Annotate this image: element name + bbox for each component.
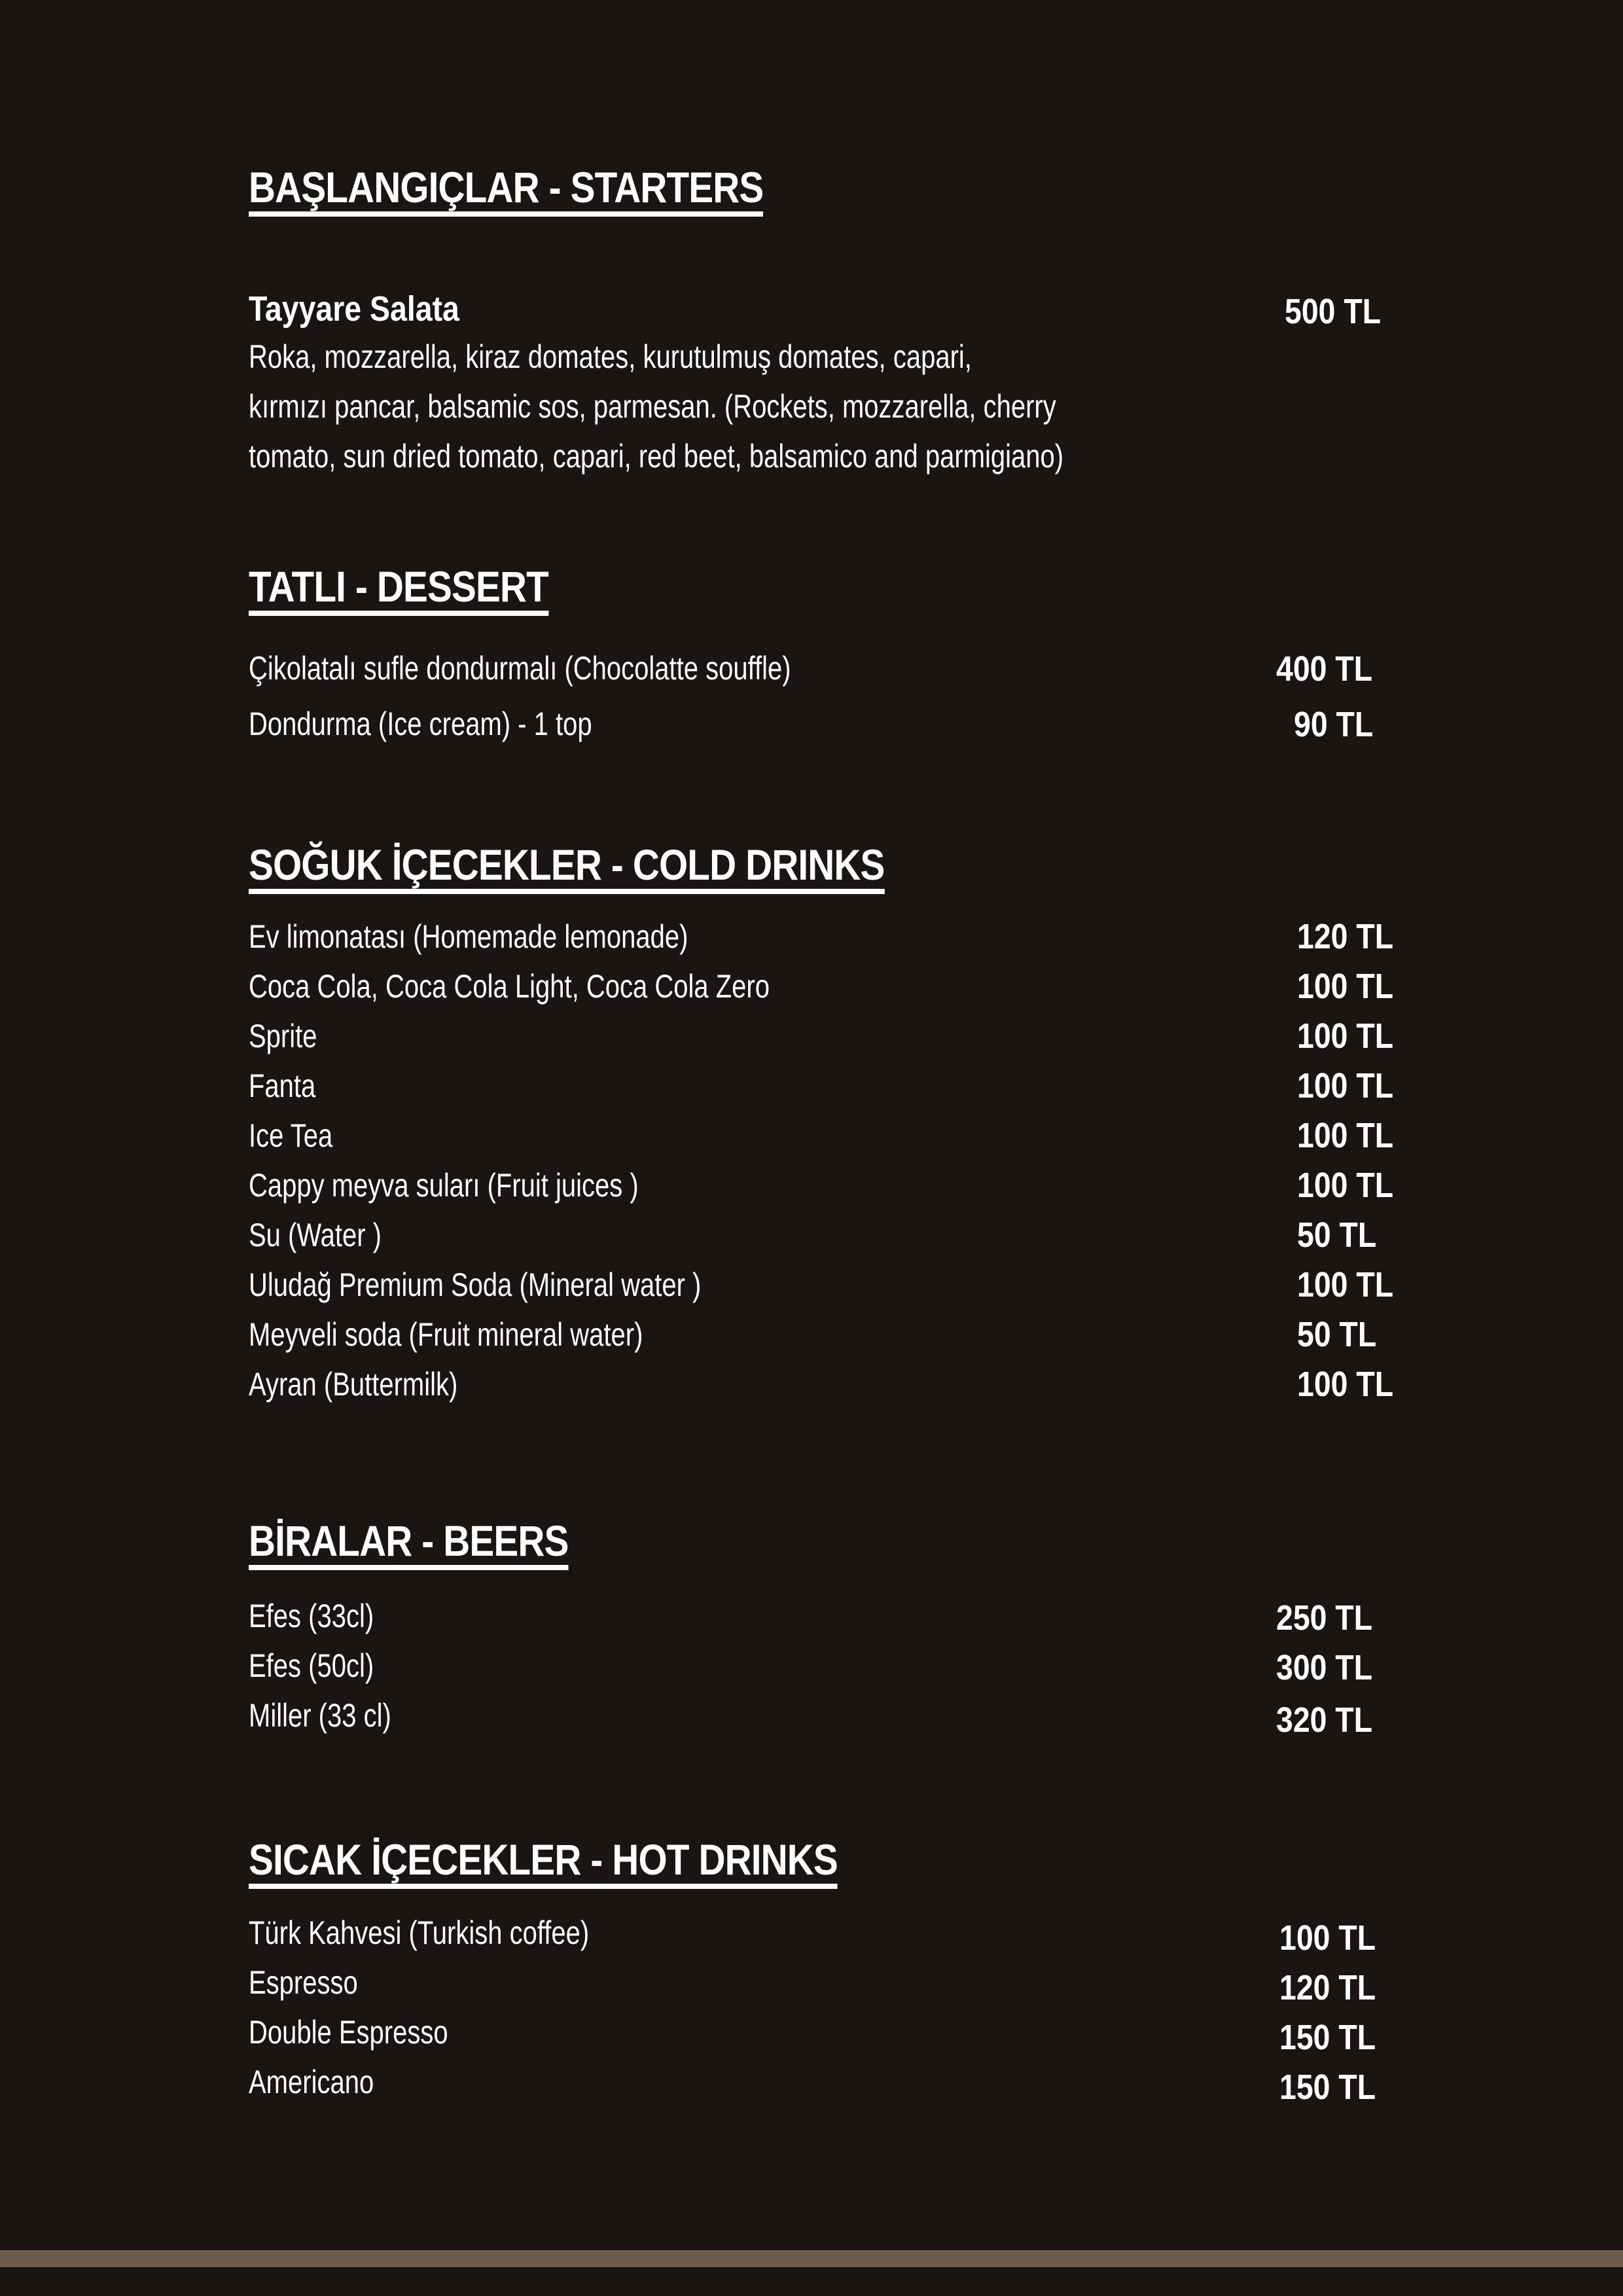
menu-item-name: Ev limonatası (Homemade lemonade) xyxy=(249,918,688,955)
menu-item-price: 100 TL xyxy=(1279,1918,1376,1958)
menu-item-name: Double Espresso xyxy=(249,2014,448,2051)
menu-item-price: 150 TL xyxy=(1279,2068,1376,2107)
section-heading-starters: BAŞLANGIÇLAR - STARTERS xyxy=(249,165,763,217)
menu-item-name: Çikolatalı sufle dondurmalı (Chocolatte souffle) xyxy=(249,650,791,687)
menu-item-name: Efes (33cl) xyxy=(249,1598,374,1634)
menu-item-price: 100 TL xyxy=(1297,1265,1394,1304)
menu-item-name: Tayyare Salata xyxy=(249,289,459,329)
menu-item-price: 100 TL xyxy=(1297,1166,1394,1205)
menu-item-price: 250 TL xyxy=(1276,1598,1373,1638)
menu-item-name: Coca Cola, Coca Cola Light, Coca Cola Zero xyxy=(249,968,770,1005)
menu-item-price: 150 TL xyxy=(1279,2018,1376,2057)
menu-item-name: Türk Kahvesi (Turkish coffee) xyxy=(249,1914,590,1951)
menu-item-price: 50 TL xyxy=(1297,1315,1377,1354)
menu-item-name: Ice Tea xyxy=(249,1117,333,1154)
menu-item-price: 100 TL xyxy=(1297,1365,1394,1404)
menu-item-price: 120 TL xyxy=(1279,1968,1376,2007)
menu-item-name: Meyveli soda (Fruit mineral water) xyxy=(249,1316,643,1353)
menu-item-name: Su (Water ) xyxy=(249,1217,382,1253)
menu-item-description xyxy=(249,332,1063,481)
menu-item-price: 90 TL xyxy=(1294,705,1374,744)
menu-item-price: 100 TL xyxy=(1297,1116,1394,1155)
menu-item-price: 50 TL xyxy=(1297,1215,1377,1255)
menu-item-price: 300 TL xyxy=(1276,1648,1373,1687)
menu-item-name: Cappy meyva suları (Fruit juices ) xyxy=(249,1167,639,1204)
menu-item-price: 100 TL xyxy=(1297,1066,1394,1105)
menu-item-name: Miller (33 cl) xyxy=(249,1697,391,1734)
footer-bar xyxy=(0,2250,1623,2267)
description-line: Roka, mozzarella, kiraz domates, kurutulmuş domates, capari, xyxy=(249,338,972,375)
section-heading-cold-drinks: SOĞUK İÇECEKLER - COLD DRINKS xyxy=(249,842,885,894)
menu-item-price: 500 TL xyxy=(1285,292,1382,331)
menu-item-price: 320 TL xyxy=(1276,1700,1373,1740)
description-line: tomato, sun dried tomato, capari, red beet, balsamico and parmigiano) xyxy=(249,438,1064,475)
menu-item-name: Efes (50cl) xyxy=(249,1647,374,1684)
menu-item-price: 120 TL xyxy=(1297,917,1394,956)
menu-item-price: 100 TL xyxy=(1297,1016,1394,1056)
menu-item-price: 400 TL xyxy=(1276,649,1373,689)
section-heading-beers: BİRALAR - BEERS xyxy=(249,1518,568,1570)
menu-item-name: Ayran (Buttermilk) xyxy=(249,1366,458,1403)
section-heading-hot-drinks: SICAK İÇECEKLER - HOT DRINKS xyxy=(249,1837,838,1889)
menu-item-name: Espresso xyxy=(249,1964,358,2001)
menu-item-name: Sprite xyxy=(249,1018,317,1054)
menu-item-name: Americano xyxy=(249,2064,374,2100)
menu-item-name: Fanta xyxy=(249,1067,316,1104)
section-heading-dessert: TATLI - DESSERT xyxy=(249,564,548,616)
menu-item-name: Dondurma (Ice cream) - 1 top xyxy=(249,706,592,742)
description-line: kırmızı pancar, balsamic sos, parmesan. (Rockets, mozzarella, cherry xyxy=(249,388,1056,425)
menu-item-price: 100 TL xyxy=(1297,967,1394,1006)
menu-item-name: Uludağ Premium Soda (Mineral water ) xyxy=(249,1266,702,1303)
